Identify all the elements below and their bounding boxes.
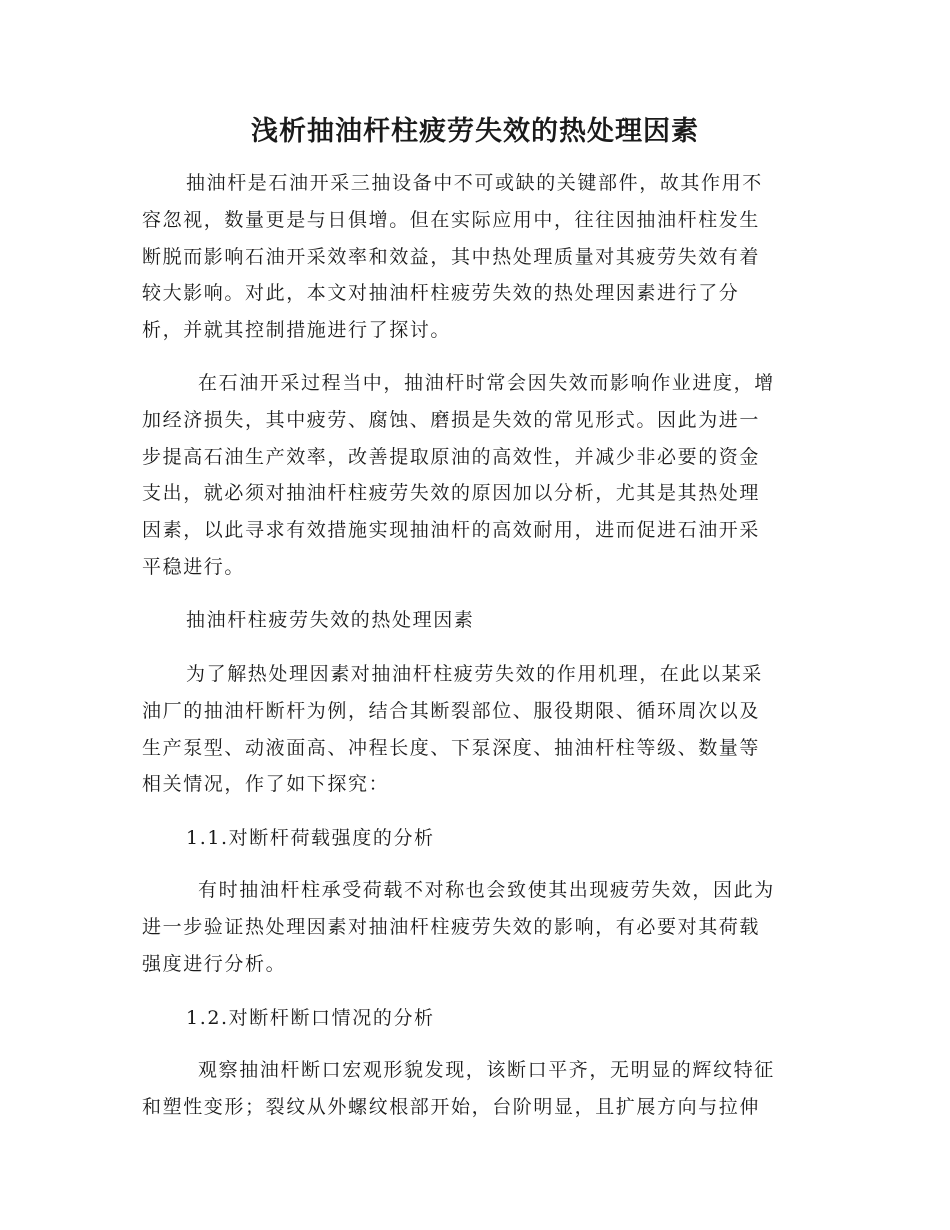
section-heading [142, 602, 802, 639]
text-line: 生产泵型、动液面高、冲程长度、下泵深度、抽油杆柱等级、数量等 [142, 736, 761, 759]
text-line: 油厂的抽油杆断杆为例，结合其断裂部位、服役期限、循环周次以及 [142, 699, 761, 722]
text-line: 相关情况，作了如下探究： [142, 773, 390, 796]
text-line: 和塑性变形；裂纹从外螺纹根部开始，台阶明显，且扩展方向与拉伸 [142, 1095, 761, 1118]
text-line: 平稳进行。 [142, 555, 246, 578]
paragraph-load-analysis [142, 872, 802, 982]
document-title: 浅析抽油杆柱疲劳失效的热处理因素 [251, 116, 699, 147]
text-line: 进一步验证热处理因素对抽油杆柱疲劳失效的影响，有必要对其荷载 [142, 915, 761, 938]
text-line: 加经济损失，其中疲劳、腐蚀、磨损是失效的常见形式。因此为进一 [142, 408, 761, 431]
subsection-heading-1-2 [142, 1000, 802, 1037]
paragraph-background [142, 365, 802, 586]
paragraph-method [142, 656, 802, 803]
text-line: 观察抽油杆断口宏观形貌发现，该断口平齐，无明显的辉纹特征 [198, 1059, 775, 1081]
text-line: 1.2.对断杆断口情况的分析 [186, 1007, 435, 1029]
paragraph-intro [142, 165, 802, 349]
text-line: 在石油开采过程当中，抽油杆时常会因失效而影响作业进度，增 [198, 372, 775, 394]
text-line: 支出，就必须对抽油杆柱疲劳失效的原因加以分析，尤其是其热处理 [142, 482, 761, 505]
text-line: 容忽视，数量更是与日俱增。但在实际应用中，往往因抽油杆柱发生 [142, 208, 761, 231]
text-line: 为了解热处理因素对抽油杆柱疲劳失效的作用机理，在此以某采 [186, 663, 763, 685]
text-line: 强度进行分析。 [142, 952, 287, 975]
text-line: 析，并就其控制措施进行了探讨。 [142, 319, 452, 342]
text-line: 较大影响。对此，本文对抽油杆柱疲劳失效的热处理因素进行了分 [142, 282, 740, 305]
text-line: 步提高石油生产效率，改善提取原油的高效性，并减少非必要的资金 [142, 445, 761, 468]
text-line: 抽油杆柱疲劳失效的热处理因素 [186, 609, 475, 631]
text-line: 有时抽油杆柱承受荷载不对称也会致使其出现疲劳失效，因此为 [198, 879, 775, 901]
text-line: 因素，以此寻求有效措施实现抽油杆的高效耐用，进而促进石油开采 [142, 519, 761, 542]
text-line: 断脱而影响石油开采效率和效益，其中热处理质量对其疲劳失效有着 [142, 245, 761, 268]
paragraph-fracture-analysis [142, 1052, 802, 1126]
text-line: 1.1.对断杆荷载强度的分析 [186, 827, 435, 849]
subsection-heading-1-1 [142, 820, 802, 857]
text-line: 抽油杆是石油开采三抽设备中不可或缺的关键部件，故其作用不 [186, 172, 763, 194]
